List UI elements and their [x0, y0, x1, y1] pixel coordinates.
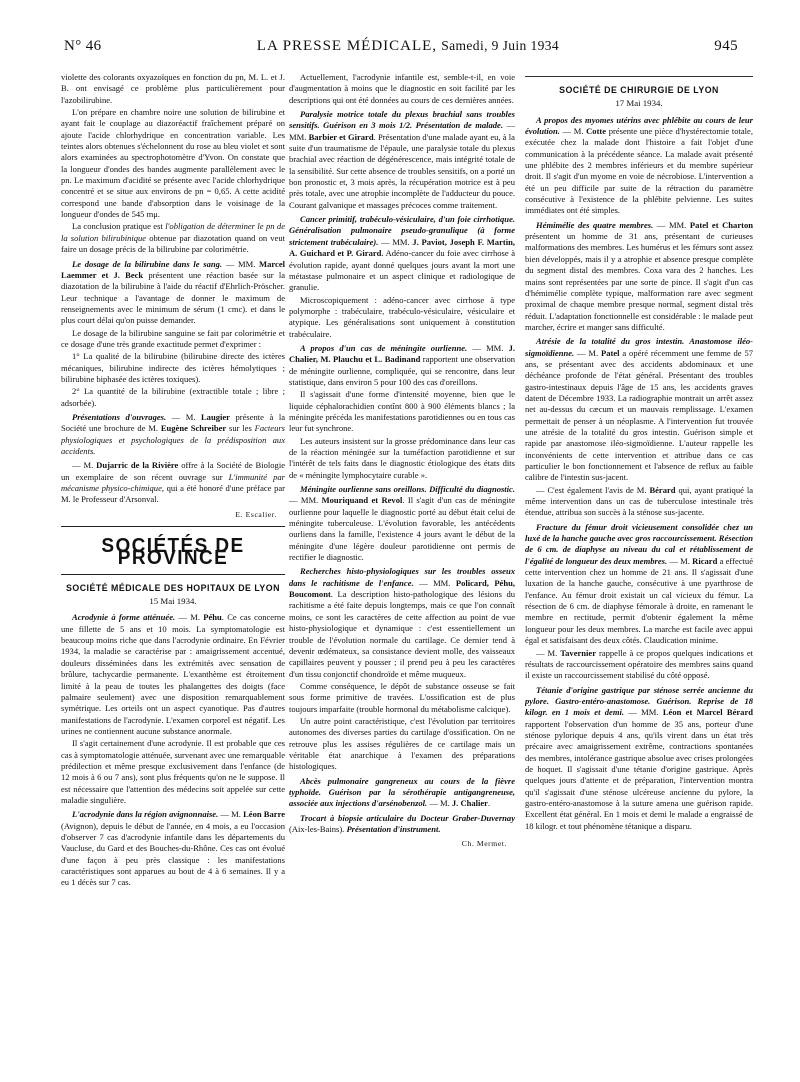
article-heading: Abcès pulmonaire gangreneux au cours de la fièvre typhoïde. Guérison par la sérothérapie antigangreneuse, associée aux injections d'arsénobenzol.	[289, 775, 515, 809]
paragraph: Le dosage de la bilirubine sanguine se fait par colorimétrie et ce dosage d'une très grande exactitude permet d'exprimer :	[61, 327, 285, 349]
column-2	[289, 72, 515, 1072]
article-heading: Méningite ourlienne sans oreillons. Difficulté du diagnostic.	[300, 484, 515, 495]
masthead-title	[102, 38, 715, 55]
paragraph: — M. Tavernier rappelle à ce propos quelques indications et résultats de raccourcissement opératoire des membres sains quand il existe un raccourcissement stabilisé du côté opposé.	[525, 647, 753, 681]
article-heading: Trocart à biopsie articulaire du Docteur Graber-Duvernay	[300, 812, 515, 823]
article-hemimelie: Hémimélie des quatre membres. — MM. Patel et Charton présentent un homme de 31 ans, présentant de curieuses malformations des membres. Les humérus et les fémurs sont assez bien développés, mais il y a atrophie et absence presque complète du segment distal des membres. Coxa vara des 2 hanches. Les mains sont représentées par une sorte de pince. Il s'agit d'un cas d'hémimélie complète typique, malformation rare avec segment proximal de chaque membre presque normal, segment distal très réduit. L'adaptation fonctionnelle est considérable : le malade peut marcher, écrire et manger sans difficulté.	[525, 219, 753, 332]
article-myomes: A propos des myomes utérins avec phlébite au cours de leur évolution. — M. Cotte présente une pièce d'hystérectomie totale, exécutée chez la malade dont l'histoire a fait l'objet d'une communication à la précédente séance. La malade avait présenté une phlébite des 2 membres inférieurs et du membre supérieur droit. Il s'agit d'un myome en voie de nécrobiose. L'intervention a été un peu difficile par suite de la rétraction du paramètre consécutive à l'existence de la phlébite pelvienne. Les suites immédiates ont été simples.	[525, 114, 753, 216]
article-heading: A propos d'un cas de méningite ourlienne.	[300, 342, 468, 353]
masthead	[64, 38, 738, 60]
article-meningite-sans-oreillons: Méningite ourlienne sans oreillons. Difficulté du diagnostic. — MM. Mouriquand et Revol. Il s'agit d'un cas de méningite ourlienne pour laquelle le diagnostic porté au début était celui de méningite tuberculeuse. L'évolution favorable, les antécédents ourliens dans la famille, l'existence 4 jours avant le début de la méningite d'une légère douleur parotidienne ont permis de rectifier le diagnostic.	[289, 484, 515, 563]
article-heading: Hémimélie des quatre membres.	[536, 219, 654, 230]
session-date: 15 Mai 1934.	[149, 596, 197, 607]
paragraph: 1° La qualité de la bilirubine (bilirubine directe des ictères mécaniques, bilirubine indirecte des ictères hémolytiques ; bilirubine biphasée des ictères toxiques).	[61, 351, 285, 384]
article-heading: Cancer primitif, trabéculo-vésiculaire, d'un foie cirrhotique. Généralisation pulmonaire pseudo-granulique (à forme strictement trabéculaire).	[289, 214, 515, 247]
paragraph: L'on prépare en chambre noire une solution de bilirubine et ayant fait le couplage au diazoréactif fraîchement préparé on ajoute l'acide chlorhydrique en concentration variable. Les teintes alors obtenues s'échelonnent du rose au bleu violet et sont alors examinées au spectrophotomètre d'Yvon. On constate que la longueur d'ondes des bandes augmente parallèlement avec le pn. Le maximum d'acidité se présente avec l'acide chlorhydrique concentré et se situe aux environs de pn = 0,65. A cette acidité correspond une bande d'absorption dans le voisinage de la longueur d'ondes de 545 mμ.	[61, 107, 285, 220]
article-cancer-foie: Cancer primitif, trabéculo-vésiculaire, d'un foie cirrhotique. Généralisation pulmonaire pseudo-granulique (à forme strictement trabéculaire). — MM. J. Paviot, Joseph F. Martin, A. Guichard et P. Girard. Adéno-cancer du foie avec cirrhose à évolution rapide, ayant donné quelques jours avant la mort une métastase pulmonaire et un aspect clinique et radiologique de granulie.	[289, 214, 515, 293]
article-atresie: Atrésie de la totalité du gros intestin. Anastomose iléo-sigmoïdienne. — M. Patel a opéré récemment une femme de 57 ans, se présentant avec des accidents abdominaux et une déchéance profonde de l'état général. Présentant des troubles gastro-intestinaux depuis l'âge de 15 ans, les accidents graves datent de Décembre 1933. La radiographie montrait un arrêt assez net au-dessus du cæcum et un mauvais remplissage. L'examen permettait de penser à un néoplasme. A l'intervention fut trouvée une atrésie de la totalité du gros intestin. Guérison simple et rapide par anastomose iléo-sigmoïdienne. L'auteur rappelle les inconvénients de cette intervention et attribue dans ce cas particulier le bon fonctionnement et l'absence de reflux au faible calibre de l'intestin sus-jacent.	[525, 336, 753, 483]
paragraph: Actuellement, l'acrodynie infantile est, semble-t-il, en voie d'augmentation à moins que le diagnostic en soit facilité par les descriptions qui ont été données au cours de ces dernières années.	[289, 72, 515, 105]
article-bilirubine-sang: Le dosage de la bilirubine dans le sang. — MM. Marcel Laemmer et J. Beck présentent une réaction basée sur la diazotation de la bilirubine à l'aide du réactif d'Ehrlich-Pröscher. Leur technique a l'avantage de donner le maximum de renseignements avec le minimum de sérum (1 cmc). et dans le plus court délai qu'on puisse demander.	[61, 258, 285, 326]
author-names: Marcel Laemmer et J. Beck	[61, 258, 285, 280]
column-3	[525, 72, 753, 1072]
column-1	[61, 72, 285, 1072]
section-title: SOCIÉTÉS DE PROVINCE	[101, 534, 245, 570]
paragraph: La conclusion pratique est l'obligation de déterminer le pn de la solution bilirubinique obtenue par diazotation quand on veut faire un dosage précis de la bilirubine par colorimétrie.	[61, 221, 285, 255]
article-meningite-ourlienne: A propos d'un cas de méningite ourlienne. — MM. J. Chalier, M. Plauchu et L. Badinand rapportent une observation de méningite ourlienne, compliquée, qui se rencontre, dans leur statistique, dans environ 5 pour 100 des cas d'oreillons.	[289, 342, 515, 387]
section-rule	[525, 76, 753, 77]
paragraph: Comme conséquence, le dépôt de substance osseuse se fait sous forme primitive de travées. L'ossification est de plus toujours imparfaite (trouble hormonal du métabolisme calcique).	[289, 680, 515, 714]
publication-name: LA PRESSE MÉDICALE,	[256, 38, 438, 54]
issue-date: Samedi, 9 Juin 1934	[441, 38, 560, 53]
article-heading: L'acrodynie dans la région avignonnaise.	[72, 809, 219, 820]
article-heading: A propos des myomes utérins avec phlébite au cours de leur évolution.	[525, 114, 753, 137]
article-heading: Acrodynie à forme atténuée.	[72, 612, 176, 623]
article-trocart: Trocart à biopsie articulaire du Docteur Graber-Duvernay (Aix-les-Bains). Présentation d'instrument.	[289, 812, 515, 834]
paragraph: Un autre point caractéristique, c'est l'évolution par territoires autonomes des diverses parties du cartilage d'ossification. On ne retrouve plus les assises régulières de ce cartilage mais un véritable état anarchique à l'examen des préparations histologiques.	[289, 715, 515, 772]
paragraph: 2° La quantité de la bilirubine (extractible totale ; libre ; adsorbée).	[61, 386, 285, 408]
society-title: SOCIÉTÉ MÉDICALE DES HOPITAUX DE LYON	[65, 582, 280, 593]
issue-number: N° 46	[64, 38, 102, 54]
article-heading: Paralysie motrice totale du plexus brachial sans troubles sensitifs. Guérison en 3 mois 1/2. Présentation de malade.	[289, 109, 515, 131]
paragraph: violette des colorants oxyazoïques en fonction du pn, M. L. et J. B. ont envisagé ce problème plus particulièrement pour l'azobilirubine.	[61, 72, 285, 105]
article-heading: Le dosage de la bilirubine dans le sang.	[72, 258, 223, 269]
section-rule	[61, 526, 285, 527]
article-heading: Présentations d'ouvrages.	[72, 411, 167, 422]
paragraph: Microscopiquement : adéno-cancer avec cirrhose à type polymorphe : trabéculaire, trabéculo-vésiculaire, vésiculaire et atypique. Les généralisations sont uniquement à constitution trabéculaire.	[289, 294, 515, 339]
signature: Ch. Mermet.	[461, 839, 507, 849]
article-acrodynie: Acrodynie à forme atténuée. — M. Péhu. Ce cas concerne une fillette de 5 ans et 10 mois. La symptomatologie est beaucoup moins riche que dans l'acrodynie ordinaire. En Février 1934, la maladie se caractérise par : amaigrissement accentué, douleurs disséminées dans les extrémités avec sensation de brûlure, tachycardie permanente. L'exanthème est étroitement limité à la peau de toutes les phalangettes des doigts (face palmaire seulement) avec une disposition remarquablement symétrique. Les orteils ont un aspect cyanotique. Pas d'autres manifestations de l'acrodynie. L'examen corporel est négatif. Les urines ne contiennent aucune substance anormale.	[61, 612, 285, 736]
article-acrodynie-avignon: L'acrodynie dans la région avignonnaise. — M. Léon Barre (Avignon), depuis le début de l'année, en 4 mois, a eu l'occasion d'observer 7 cas d'acrodynie infantile dans les départements du Vaucluse, du Gard et des Bouches-du-Rhône. Ces cas ont évolué d'une façon à peu près classique : les manifestations caractéristiques sont apparues au bout de 4 à 6 semaines. Il y a eu 1 décès sur 7 cas.	[61, 809, 285, 888]
article-heading: Recherches histo-physiologiques sur les troubles osseux dans le rachitisme de l'enfance.	[289, 566, 515, 588]
article-fracture-femur: Fracture du fémur droit vicieusement consolidée chez un luxé de la hanche gauche avec gros raccourcissement. Résection de 6 cm. de diaphyse au niveau du cal et rétablissement de l'égalité de longueur des deux membres. — M. Ricard a effectué cette intervention chez un homme de 21 ans. Il s'agissait d'une luxation de la hanche gauche, consécutive à une pyarthrose de l'enfance. Au fémur droit existait un cal vicieux du fémur. La résection de 6 cm. de diaphyse fémorale à droite, en ramenant le membre en rectitude, permit d'obtenir également la même longueur pour les deux membres. La marche est facile avec appui égal et satisfaisant des deux côtés. Claudication minime.	[525, 521, 753, 646]
paragraph: Il s'agit certainement d'une acrodynie. Il est probable que ces cas à symptomatologie atténuée, survenant avec une remarquable prédilection et même presque exclusivement dans l'enfance (de 12 mois à 6 ou 7 ans), sont plus fréquents qu'on ne le suppose. Il est nécessaire que l'attention des médecins soit appelée sur cette maladie singulière.	[61, 738, 285, 805]
paragraph: Les auteurs insistent sur la grosse prédominance dans leur cas de la réaction méningée sur la tuméfaction parotidienne et sur l'intérêt de tels faits dans le diagnostic étiologique des états dits de « méningite lymphocytaire curable ».	[289, 435, 515, 480]
signature: E. Escalier.	[235, 509, 277, 519]
paragraph: — M. Dujarric de la Rivière offre à la Société de Biologie un exemplaire de son récent ouvrage sur L'immunité par mécanisme physico-chimique, qui a été honoré d'une préface par M. le Professeur d'Arsonval.	[61, 460, 285, 505]
page-number: 945	[714, 38, 738, 54]
article-heading: Fracture du fémur droit vicieusement consolidée chez un luxé de la hanche gauche avec gros raccourcissement. Résection de 6 cm. de diaphyse au niveau du cal et rétablissement de l'égalité de longueur des deux membres.	[525, 521, 753, 566]
article-abces-pulmonaire: Abcès pulmonaire gangreneux au cours de la fièvre typhoïde. Guérison par la sérothérapie antigangreneuse, associée aux injections d'arsénobenzol. — M. J. Chalier.	[289, 775, 515, 809]
paragraph: — C'est également l'avis de M. Bérard qui, ayant pratiqué la même intervention dans un cas de tuberculose intestinale très étendue, attribua son succès à la sténose sus-jacente.	[525, 484, 753, 518]
section-rule	[61, 574, 285, 575]
article-heading: Tétanie d'origine gastrique par sténose serrée ancienne du pylore. Gastro-entéro-anastomose. Guérison. Reprise de 18 kilogr. en 1 mois et demi.	[525, 684, 753, 718]
article-tetanie: Tétanie d'origine gastrique par sténose serrée ancienne du pylore. Gastro-entéro-anastomose. Guérison. Reprise de 18 kilogr. en 1 mois et demi. — MM. Léon et Marcel Bérard rapportent l'observation d'un homme de 35 ans, porteur d'une sténose pylorique depuis 4 ans, qu'ils virent dans un état très précaire avec amaigrissement extrême, contractions spontanées des membres, intolérance gastrique absolue avec crises prolongées de hoquet. Il s'agissait d'une tétanie d'origine gastrique. Après quelques jours d'attente et de préparation, l'intervention montra qu'il s'agissait d'une sténose ulcéreuse ancienne du pylore, la gastro-entéro-anastomose à la suture amena une guérison rapide. Excellent état général. En 1 mois et demi le malade a engraissé de 18 kilogr. et tout phénomène tétanique a disparu.	[525, 684, 753, 831]
session-date: 17 Mai 1934.	[615, 98, 663, 109]
article-rachitisme: Recherches histo-physiologiques sur les troubles osseux dans le rachitisme de l'enfance. — MM. Policard, Péhu, Boucomont. La description histo-pathologique des lésions du rachitisme a été faite depuis longtemps, mais ce que l'on connaît moins, ce sont les caractères de cette affection au point de vue histo-physiologique et dynamique : c'est essentiellement un trouble de l'évolution normale du cartilage. Ce dernier tend à devenir œdémateux, sa consistance devient molle, des vaisseaux capillaires peuvent y pousser ; il prend peu à peu les caractères d'un tissu conjonctif chondroïde et même muqueux.	[289, 566, 515, 679]
paragraph: Il s'agissait d'une forme d'intensité moyenne, bien que le liquide céphalorachidien contînt 800 à 900 éléments blancs ; la méningite précéda les manifestations parotidiennes ou en tous cas leur fut synchrone.	[289, 389, 515, 434]
society-title: SOCIÉTÉ DE CHIRURGIE DE LYON	[559, 85, 719, 95]
article-paralysie: Paralysie motrice totale du plexus brachial sans troubles sensitifs. Guérison en 3 mois 1/2. Présentation de malade. — MM. Barbier et Girard. Présentation d'une malade ayant eu, à la suite d'un traumatisme de l'épaule, une paralysie totale du plexus brachial avec réaction de dégénérescence, mais intégrité totale de la sensibilité. Sur cette absence de troubles sensitifs, on a porté un bon pronostic et, 3 mois après, la récupération motrice est à peu près totale, avec une atrophie incomplète de l'adducteur du pouce. Courant galvanique et massages précoces comme traitement.	[289, 109, 515, 210]
article-heading: Atrésie de la totalité du gros intestin. Anastomose iléo-sigmoïdienne.	[525, 336, 753, 358]
article-presentations-ouvrages: Présentations d'ouvrages. — M. Laugier présente à la Société une brochure de M. Eugène Schreiber sur les Facteurs physiologiques et psychologiques de la prédisposition aux accidents.	[61, 411, 285, 456]
